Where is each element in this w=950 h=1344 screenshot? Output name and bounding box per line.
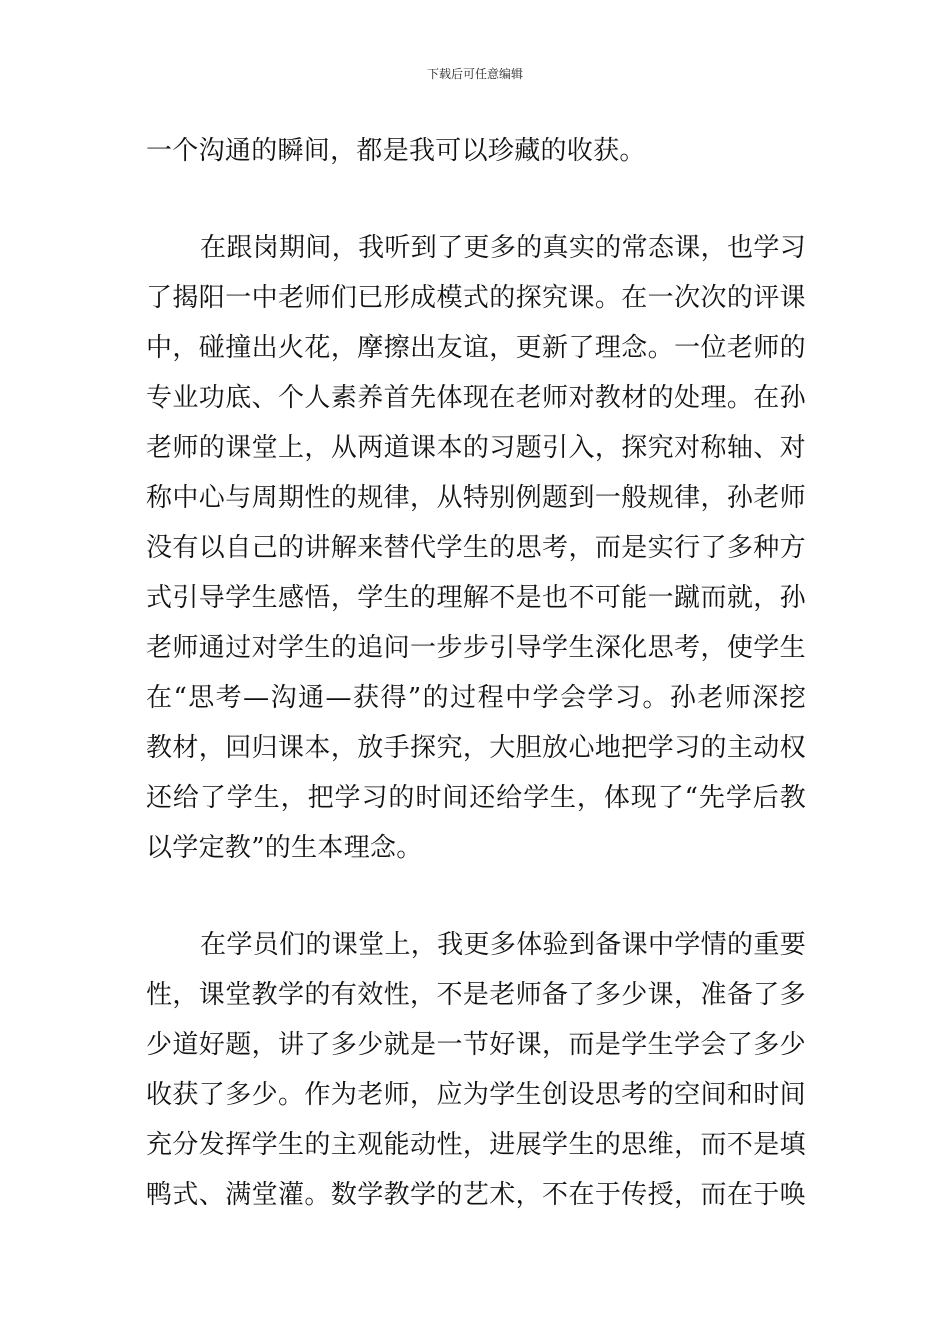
text-line: 专业功底、个人素养首先体现在老师对教材的处理。在孙 bbox=[146, 383, 806, 413]
text-line: 一个沟通的瞬间，都是我可以珍藏的收获。 bbox=[146, 136, 646, 166]
page-header: 下载后可任意编辑 bbox=[426, 67, 523, 81]
text-line: 少道好题，讲了多少就是一节好课，而是学生学会了多少 bbox=[146, 1030, 806, 1060]
text-line: 教材，回归课本，放手探究，大胆放心地把学习的主动权 bbox=[146, 733, 806, 763]
paragraph-spacer bbox=[146, 873, 806, 920]
text-line: 没有以自己的讲解来替代学生的思考，而是实行了多种方 bbox=[146, 533, 806, 563]
paragraph-1 bbox=[146, 126, 806, 176]
document-body bbox=[146, 126, 806, 1220]
text-line: 在学员们的课堂上，我更多体验到备课中学情的重要 bbox=[200, 930, 806, 960]
text-line: 还给了学生，把学习的时间还给学生，体现了“先学后教 bbox=[146, 783, 806, 813]
paragraph-3 bbox=[146, 920, 806, 1220]
text-line: 充分发挥学生的主观能动性，进展学生的思维，而不是填 bbox=[146, 1130, 806, 1160]
text-line: 称中心与周期性的规律，从特别例题到一般规律，孙老师 bbox=[146, 483, 806, 513]
text-line: 了揭阳一中老师们已形成模式的探究课。在一次次的评课 bbox=[146, 283, 806, 313]
paragraph-2 bbox=[146, 223, 806, 873]
paragraph-spacer bbox=[146, 176, 806, 223]
text-line: 在跟岗期间，我听到了更多的真实的常态课，也学习 bbox=[200, 233, 806, 263]
text-line: 性，课堂教学的有效性，不是老师备了多少课，准备了多 bbox=[146, 980, 806, 1010]
text-line: 鸭式、满堂灌。数学教学的艺术，不在于传授，而在于唤 bbox=[146, 1180, 806, 1210]
text-line: 以学定教”的生本理念。 bbox=[146, 833, 423, 863]
text-line: 老师通过对学生的追问一步步引导学生深化思考，使学生 bbox=[146, 633, 806, 663]
text-line: 在“思考—沟通—获得”的过程中学会学习。孙老师深挖 bbox=[146, 683, 806, 713]
text-line: 收获了多少。作为老师，应为学生创设思考的空间和时间 bbox=[146, 1080, 806, 1110]
text-line: 式引导学生感悟，学生的理解不是也不可能一蹴而就，孙 bbox=[146, 583, 806, 613]
text-line: 老师的课堂上，从两道课本的习题引入，探究对称轴、对 bbox=[146, 433, 806, 463]
text-line: 中，碰撞出火花，摩擦出友谊，更新了理念。一位老师的 bbox=[146, 333, 806, 363]
